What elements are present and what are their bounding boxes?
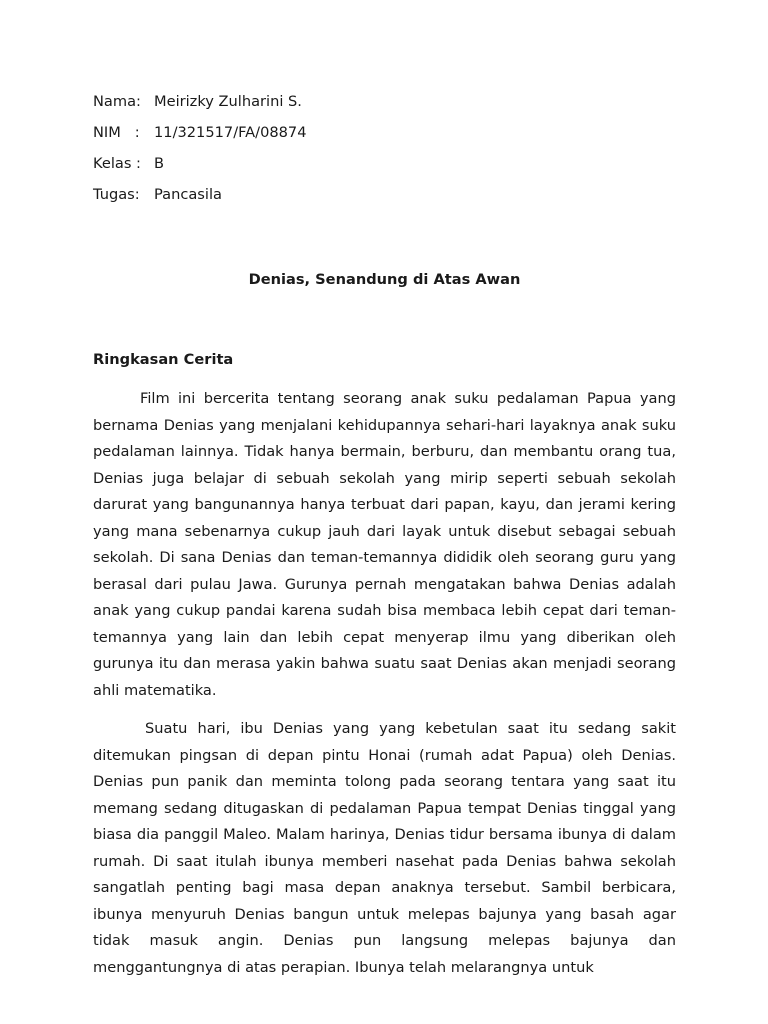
info-row-kelas <box>93 153 676 184</box>
info-label-tugas: Tugas: <box>93 186 140 203</box>
info-row-nim <box>93 122 676 153</box>
document-title: Denias, Senandung di Atas Awan <box>248 271 521 288</box>
info-label-nim: NIM : <box>93 124 140 141</box>
info-value-nama: Meirizky Zulharini S. <box>154 93 302 110</box>
info-row-tugas <box>93 184 676 215</box>
section-heading: Ringkasan Cerita <box>93 351 234 368</box>
paragraph-2: Suatu hari, ibu Denias yang yang kebetulan saat itu sedang sakit ditemukan pingsan di depan pintu Honai (rumah adat Papua) oleh Denias. Denias pun panik dan meminta tolong pada seorang tentara yang saat itu memang sedang ditugaskan di pedalaman Papua tempat Denias tinggal yang biasa dia panggil Maleo. Malam harinya, Denias tidur bersama ibunya di dalam rumah. Di saat itulah ibunya memberi nasehat pada Denias bahwa sekolah sangatlah penting bagi masa depan anaknya tersebut. Sambil berbicara, ibunya menyuruh Denias bangun untuk melepas bajunya yang basah agar tidak masuk angin. Denias pun langsung melepas bajunya dan menggantungnya di atas perapian. Ibunya telah melarangnya untuk <box>93 720 676 976</box>
info-row-nama <box>93 91 676 122</box>
student-info <box>93 0 676 215</box>
info-value-nim: 11/321517/FA/08874 <box>154 124 307 141</box>
info-label-kelas: Kelas : <box>93 155 141 172</box>
paragraph-1: Film ini bercerita tentang seorang anak suku pedalaman Papua yang bernama Denias yang menjalani kehidupannya sehari-hari layaknya anak suku pedalaman lainnya. Tidak hanya bermain, berburu, dan membantu orang tua, Denias juga belajar di sebuah sekolah yang mirip seperti sebuah sekolah darurat yang bangunannya hanya terbuat dari papan, kayu, dan jerami kering yang mana sebenarnya cukup jauh dari layak untuk disebut sebagai sebuah sekolah. Di sana Denias dan teman-temannya dididik oleh seorang guru yang berasal dari pulau Jawa. Gurunya pernah mengatakan bahwa Denias adalah anak yang cukup pandai karena sudah bisa membaca lebih cepat dari teman-temannya yang lain dan lebih cepat menyerap ilmu yang diberikan oleh gurunya itu dan merasa yakin bahwa suatu saat Denias akan menjadi seorang ahli matematika. <box>93 390 676 699</box>
info-label-nama: Nama: <box>93 93 141 110</box>
info-value-tugas: Pancasila <box>154 186 222 203</box>
info-value-kelas: B <box>154 155 165 172</box>
